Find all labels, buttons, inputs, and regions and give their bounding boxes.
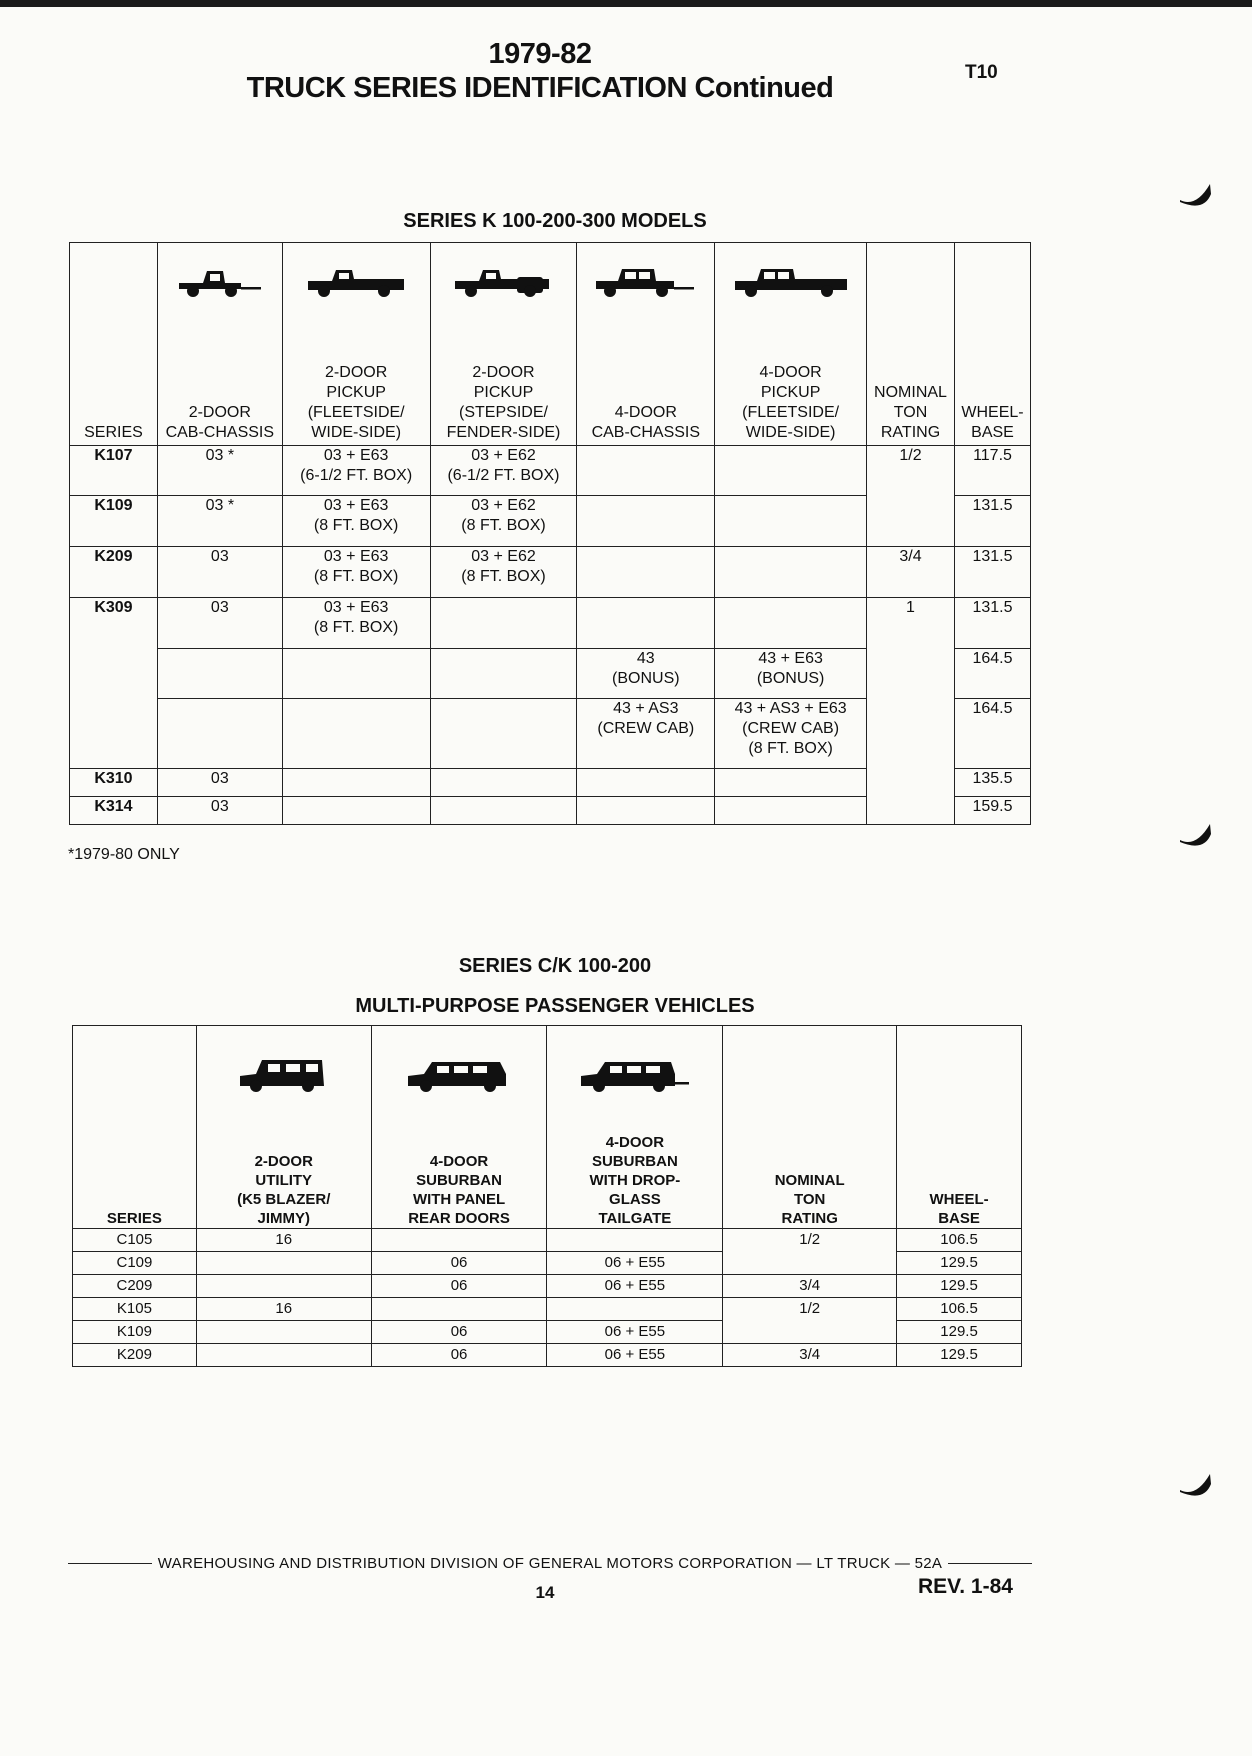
- header-wheelbase: WHEEL- BASE: [954, 243, 1030, 446]
- stepside-cell: 03 + E62 (8 FT. BOX): [430, 547, 577, 598]
- footer-text: WAREHOUSING AND DISTRIBUTION DIVISION OF GENERAL MOTORS CORPORATION — LT TRUCK — 52A: [157, 1555, 943, 1572]
- table-row: [73, 1275, 1022, 1298]
- suburban-tailgate-icon: [579, 1056, 691, 1094]
- crew-cab-chassis-cell: [577, 598, 715, 649]
- cab-chassis-cell: 03: [157, 547, 282, 598]
- top-rule: [0, 0, 1252, 7]
- series-cell: K107: [70, 446, 158, 496]
- fleetside-cell: [282, 699, 430, 769]
- suburban-tailgate-cell: 06 + E55: [547, 1252, 723, 1275]
- cab-chassis-cell: [157, 699, 282, 769]
- fleetside-cell: 03 + E63 (6-1/2 FT. BOX): [282, 446, 430, 496]
- suburban-panel-doors-icon: [406, 1056, 512, 1094]
- footer-rule-right: [948, 1563, 1032, 1564]
- fleetside-cell: 03 + E63 (8 FT. BOX): [282, 547, 430, 598]
- table-row: [73, 1298, 1022, 1321]
- ton-rating-cell: 3/4: [723, 1275, 897, 1298]
- utility-cell: [196, 1344, 371, 1367]
- page-title: TRUCK SERIES IDENTIFICATION Continued: [246, 72, 834, 104]
- cab-chassis-cell: 03: [157, 598, 282, 649]
- wheelbase-cell: 131.5: [954, 547, 1030, 598]
- suburban-panel-cell: 06: [371, 1275, 547, 1298]
- series-cell: C109: [73, 1252, 197, 1275]
- header-series: SERIES: [70, 243, 158, 446]
- page-number: 14: [535, 1583, 555, 1602]
- crew-cab-pickup-cell: [715, 496, 867, 547]
- crew-cab-pickup-cell: [715, 797, 867, 825]
- header-nominal-ton-rating: NOMINAL TON RATING: [867, 243, 955, 446]
- wheelbase-cell: 131.5: [954, 496, 1030, 547]
- series-cell: K109: [70, 496, 158, 547]
- series-cell: K314: [70, 797, 158, 825]
- stepside-cell: [430, 699, 577, 769]
- cab-chassis-cell: 03: [157, 797, 282, 825]
- table-row: [70, 598, 1031, 649]
- ton-rating-cell: 1/2: [723, 1298, 897, 1344]
- suburban-panel-cell: 06: [371, 1344, 547, 1367]
- crew-cab-pickup-cell: [715, 769, 867, 797]
- multi-purpose-vehicles-table: [72, 1025, 1022, 1367]
- wheelbase-cell: 131.5: [954, 598, 1030, 649]
- wheelbase-cell: 135.5: [954, 769, 1030, 797]
- wheelbase-cell: 117.5: [954, 446, 1030, 496]
- suburban-tailgate-cell: [547, 1229, 723, 1252]
- header-suburban-panel-doors: 4-DOOR SUBURBAN WITH PANEL REAR DOORS: [371, 1026, 547, 1229]
- suburban-tailgate-cell: 06 + E55: [547, 1344, 723, 1367]
- blazer-utility-icon: [238, 1056, 330, 1094]
- utility-cell: [196, 1321, 371, 1344]
- crew-cab-chassis-cell: [577, 446, 715, 496]
- header-2door-cab-chassis: 2-DOOR CAB-CHASSIS: [157, 243, 282, 446]
- table-row: [73, 1229, 1022, 1252]
- wheelbase-cell: 129.5: [897, 1275, 1022, 1298]
- header-4door-cab-chassis: 4-DOOR CAB-CHASSIS: [577, 243, 715, 446]
- suburban-tailgate-cell: 06 + E55: [547, 1321, 723, 1344]
- header-2door-utility: 2-DOOR UTILITY (K5 BLAZER/ JIMMY): [196, 1026, 371, 1229]
- suburban-panel-cell: 06: [371, 1252, 547, 1275]
- binder-hole-mark-icon: [1178, 1468, 1212, 1502]
- fleetside-cell: 03 + E63 (8 FT. BOX): [282, 598, 430, 649]
- truck-cab-chassis-icon: [177, 265, 263, 299]
- stepside-cell: [430, 769, 577, 797]
- series-cell: K209: [73, 1344, 197, 1367]
- wheelbase-cell: 164.5: [954, 649, 1030, 699]
- cab-chassis-cell: 03 *: [157, 496, 282, 547]
- table-header-row: [70, 243, 1031, 446]
- ton-rating-cell: 3/4: [867, 547, 955, 598]
- fleetside-cell: 03 + E63 (8 FT. BOX): [282, 496, 430, 547]
- header-wheelbase: WHEEL- BASE: [897, 1026, 1022, 1229]
- wheelbase-cell: 106.5: [897, 1229, 1022, 1252]
- suburban-panel-cell: 06: [371, 1321, 547, 1344]
- header-2door-fleetside-pickup: 2-DOOR PICKUP (FLEETSIDE/ WIDE-SIDE): [282, 243, 430, 446]
- crew-cab-chassis-cell: 43 + AS3 (CREW CAB): [577, 699, 715, 769]
- fleetside-cell: [282, 769, 430, 797]
- truck-fleetside-pickup-icon: [306, 265, 406, 299]
- crew-cab-pickup-cell: 43 + AS3 + E63 (CREW CAB) (8 FT. BOX): [715, 699, 867, 769]
- table-row: [70, 547, 1031, 598]
- cab-chassis-cell: 03: [157, 769, 282, 797]
- suburban-panel-cell: [371, 1229, 547, 1252]
- revision-label: REV. 1-84: [918, 1575, 1013, 1598]
- wheelbase-cell: 129.5: [897, 1321, 1022, 1344]
- footer-rule-left: [68, 1563, 152, 1564]
- crew-cab-chassis-cell: 43 (BONUS): [577, 649, 715, 699]
- table2-caption: SERIES C/K 100-200: [458, 955, 652, 977]
- crew-cab-chassis-cell: [577, 797, 715, 825]
- table1-caption: SERIES K 100-200-300 MODELS: [403, 210, 707, 232]
- footer: [68, 1555, 1032, 1572]
- wheelbase-cell: 129.5: [897, 1344, 1022, 1367]
- table-row: [73, 1344, 1022, 1367]
- crew-cab-pickup-cell: [715, 547, 867, 598]
- footnote: *1979-80 ONLY: [68, 846, 180, 863]
- suburban-tailgate-cell: 06 + E55: [547, 1275, 723, 1298]
- utility-cell: 16: [196, 1229, 371, 1252]
- crew-cab-pickup-cell: 43 + E63 (BONUS): [715, 649, 867, 699]
- wheelbase-cell: 106.5: [897, 1298, 1022, 1321]
- stepside-cell: [430, 649, 577, 699]
- truck-stepside-pickup-icon: [453, 265, 553, 299]
- truck-crew-cab-chassis-icon: [594, 265, 698, 299]
- ton-rating-cell: 1/2: [867, 446, 955, 547]
- ton-rating-cell: 3/4: [723, 1344, 897, 1367]
- table-row: [70, 446, 1031, 496]
- crew-cab-pickup-cell: [715, 446, 867, 496]
- fleetside-cell: [282, 797, 430, 825]
- ton-rating-cell: 1/2: [723, 1229, 897, 1275]
- wheelbase-cell: 164.5: [954, 699, 1030, 769]
- wheelbase-cell: 129.5: [897, 1252, 1022, 1275]
- crew-cab-chassis-cell: [577, 496, 715, 547]
- utility-cell: [196, 1252, 371, 1275]
- crew-cab-pickup-cell: [715, 598, 867, 649]
- binder-hole-mark-icon: [1178, 178, 1212, 212]
- series-cell: K310: [70, 769, 158, 797]
- truck-crew-cab-pickup-icon: [733, 265, 849, 299]
- series-cell: C209: [73, 1275, 197, 1298]
- header-nominal-ton-rating: NOMINAL TON RATING: [723, 1026, 897, 1229]
- suburban-tailgate-cell: [547, 1298, 723, 1321]
- header-series: SERIES: [73, 1026, 197, 1229]
- stepside-cell: [430, 598, 577, 649]
- wheelbase-cell: 159.5: [954, 797, 1030, 825]
- header-4door-fleetside-pickup: 4-DOOR PICKUP (FLEETSIDE/ WIDE-SIDE): [715, 243, 867, 446]
- crew-cab-chassis-cell: [577, 769, 715, 797]
- header-suburban-tailgate: 4-DOOR SUBURBAN WITH DROP- GLASS TAILGATE: [547, 1026, 723, 1229]
- binder-hole-mark-icon: [1178, 818, 1212, 852]
- table-header-row: [73, 1026, 1022, 1229]
- cab-chassis-cell: 03 *: [157, 446, 282, 496]
- crew-cab-chassis-cell: [577, 547, 715, 598]
- ton-rating-cell: 1: [867, 598, 955, 825]
- table2-subcaption: MULTI-PURPOSE PASSENGER VEHICLES: [355, 995, 755, 1017]
- series-cell: K309: [70, 598, 158, 769]
- utility-cell: 16: [196, 1298, 371, 1321]
- series-cell: K105: [73, 1298, 197, 1321]
- suburban-panel-cell: [371, 1298, 547, 1321]
- series-cell: K209: [70, 547, 158, 598]
- stepside-cell: 03 + E62 (6-1/2 FT. BOX): [430, 446, 577, 496]
- utility-cell: [196, 1275, 371, 1298]
- series-cell: C105: [73, 1229, 197, 1252]
- stepside-cell: 03 + E62 (8 FT. BOX): [430, 496, 577, 547]
- stepside-cell: [430, 797, 577, 825]
- page-code: T10: [965, 62, 998, 83]
- cab-chassis-cell: [157, 649, 282, 699]
- series-k-models-table: [69, 242, 1031, 825]
- fleetside-cell: [282, 649, 430, 699]
- header-2door-stepside-pickup: 2-DOOR PICKUP (STEPSIDE/ FENDER-SIDE): [430, 243, 577, 446]
- series-cell: K109: [73, 1321, 197, 1344]
- page-title-years: 1979-82: [488, 38, 592, 70]
